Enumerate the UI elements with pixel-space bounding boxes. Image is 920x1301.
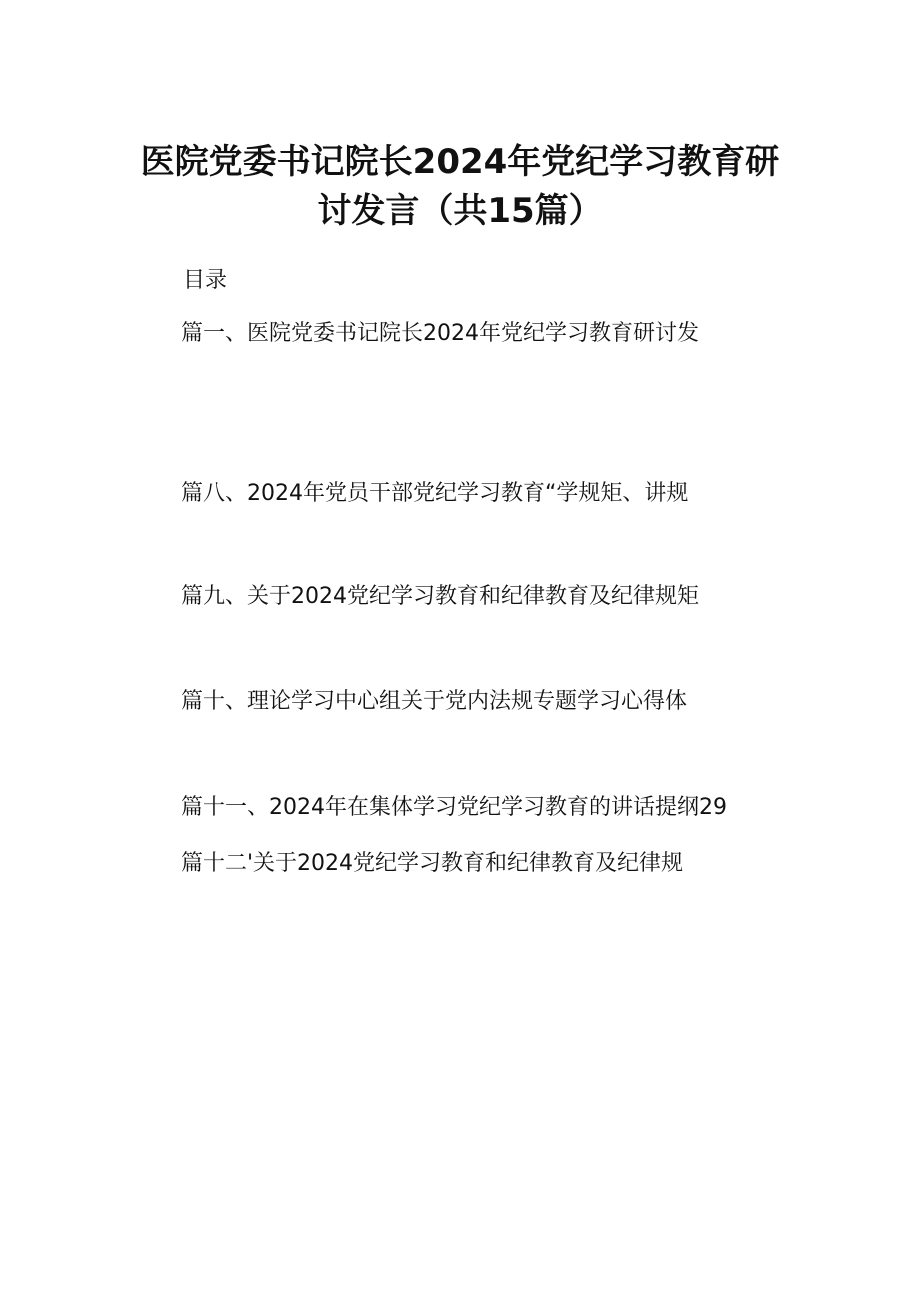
- toc-item-9[interactable]: 篇九、关于2024党纪学习教育和纪律教育及纪律规矩: [181, 584, 699, 609]
- toc-item-10[interactable]: 篇十、理论学习中心组关于党内法规专题学习心得体: [181, 689, 688, 714]
- document-title-line-2: 讨发言（共15篇）: [317, 191, 603, 231]
- document-title-line-1: 医院党委书记院长2024年党纪学习教育研: [140, 142, 780, 182]
- toc-item-11[interactable]: 篇十一、2024年在集体学习党纪学习教育的讲话提纲29: [181, 795, 727, 820]
- toc-heading: 目录: [183, 268, 228, 293]
- toc-item-8[interactable]: 篇八、2024年党员干部党纪学习教育“学规矩、讲规: [181, 481, 689, 506]
- toc-item-1[interactable]: 篇一、医院党委书记院长2024年党纪学习教育研讨发: [181, 321, 699, 346]
- toc-item-12[interactable]: 篇十二'关于2024党纪学习教育和纪律教育及纪律规: [181, 851, 684, 876]
